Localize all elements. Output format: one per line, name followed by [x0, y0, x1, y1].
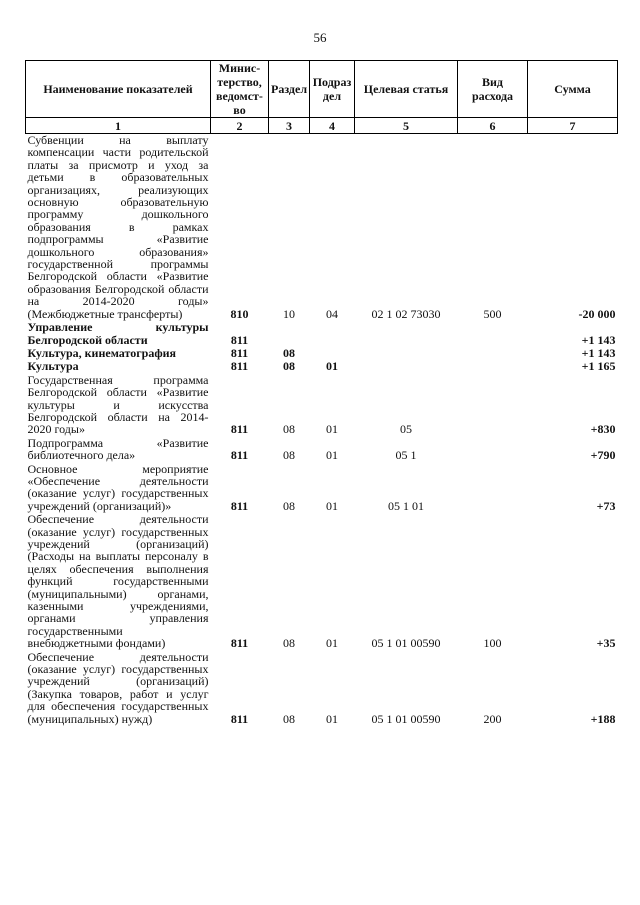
row-target: 05 1 01 00590: [371, 636, 441, 651]
row-amount: +1 165: [581, 359, 616, 374]
row-subsection: 04: [326, 306, 338, 321]
table-row: [26, 651, 618, 726]
row-target: 05 1 01 00590: [371, 711, 441, 726]
row-section: [269, 321, 310, 347]
row-subsection: 01: [326, 359, 338, 374]
row-target: [355, 321, 458, 347]
row-subsection: 01: [326, 711, 338, 726]
row-target: 05 1 01: [388, 498, 424, 513]
row-ministry: 811: [230, 636, 249, 651]
table-row: [26, 321, 618, 347]
header-name: Наименование показателей: [26, 61, 211, 118]
row-expense-type: [458, 360, 528, 373]
row-amount: +1 143: [581, 345, 616, 360]
row-target: 05: [400, 422, 412, 437]
column-number-row: [26, 118, 618, 134]
row-ministry: 810: [230, 306, 249, 321]
row-section: 08: [283, 359, 295, 374]
header-expense-type: Вид расхода: [458, 61, 528, 118]
row-section: 10: [283, 306, 295, 321]
row-amount: +790: [590, 448, 616, 463]
table-row: [26, 463, 618, 514]
table-body: [26, 134, 618, 727]
row-ministry: 811: [230, 448, 249, 463]
table-row: [26, 134, 618, 322]
row-ministry: 811: [230, 345, 249, 360]
row-target: [355, 347, 458, 360]
row-target: [355, 360, 458, 373]
row-amount: +35: [596, 636, 616, 651]
row-amount: +73: [596, 498, 616, 513]
row-name: Основное мероприятие «Обеспечение деятельности (оказание услуг) государственных учреждений (организаций)»: [27, 461, 209, 513]
header-subsection: Подраз дел: [310, 61, 355, 118]
row-section: 08: [283, 422, 295, 437]
row-section: 08: [283, 448, 295, 463]
column-number: 7: [528, 118, 618, 134]
header-amount: Сумма: [528, 61, 618, 118]
row-name: Субвенции на выплату компенсации части родительской платы за присмотр и уход за детьми в образовательных организациях, реализующих основную образовательную программу дошкольного образования в рамках подпрограммы «Развитие дошкольного образования» государственной программы Белгородской области «Развитие образования Белгородской области на 2014-2020 годы» (Межбюджетные трансферты): [27, 133, 209, 321]
row-name: Культура: [27, 359, 79, 374]
row-ministry: 811: [230, 359, 249, 374]
page-number: 56: [313, 30, 327, 45]
row-expense-type: [458, 347, 528, 360]
row-subsection: 01: [326, 448, 338, 463]
header-section: Раздел: [269, 61, 310, 118]
budget-table: [25, 60, 618, 726]
row-expense-type: [458, 321, 528, 347]
row-name: Культура, кинематография: [27, 345, 177, 360]
row-subsection: 01: [326, 422, 338, 437]
header-ministry: Минис-терство, ведомст-во: [211, 61, 269, 118]
row-subsection: 01: [326, 636, 338, 651]
row-expense-type: 500: [483, 306, 502, 321]
row-expense-type: 200: [483, 711, 502, 726]
row-name: Государственная программа Белгородской области «Развитие культуры и искусства Белгородской области на 2014-2020 годы»: [27, 372, 209, 437]
column-number: 5: [355, 118, 458, 134]
row-ministry: 811: [230, 332, 249, 347]
row-name: Обеспечение деятельности (оказание услуг) государственных учреждений (организаций) (Расходы на выплаты персоналу в целях обеспечения выполнения функций государственными (муниципальными) органами, казенными учреждениями, органами управления государственными внебюджетными фондами): [27, 512, 209, 651]
row-section: 08: [283, 498, 295, 513]
column-number: 4: [310, 118, 355, 134]
row-subsection: [310, 321, 355, 347]
row-expense-type: 100: [483, 636, 502, 651]
table-row: [26, 513, 618, 650]
row-amount: +188: [590, 711, 616, 726]
row-section: 08: [283, 711, 295, 726]
row-section: 08: [283, 636, 295, 651]
row-name: Обеспечение деятельности (оказание услуг) государственных учреждений (организаций) (Закупка товаров, работ и услуг для обеспечения государственных (муниципальных) нужд): [27, 649, 209, 726]
row-subsection: [310, 347, 355, 360]
row-name: Управление культуры Белгородской области: [27, 320, 209, 347]
row-amount: +830: [590, 422, 616, 437]
column-number: 6: [458, 118, 528, 134]
row-subsection: 01: [326, 498, 338, 513]
row-amount: +1 143: [581, 332, 616, 347]
column-number: 3: [269, 118, 310, 134]
table-row: [26, 437, 618, 463]
row-ministry: 811: [230, 422, 249, 437]
column-number: 1: [26, 118, 211, 134]
row-amount: -20 000: [578, 306, 616, 321]
row-ministry: 811: [230, 498, 249, 513]
row-name: Подпрограмма «Развитие библиотечного дела»: [27, 435, 209, 463]
row-expense-type: [458, 463, 528, 514]
row-ministry: 811: [230, 711, 249, 726]
row-target: 05 1: [395, 448, 417, 463]
row-expense-type: [458, 374, 528, 437]
header-row: [26, 61, 618, 118]
table-row: [26, 360, 618, 373]
row-target: 02 1 02 73030: [371, 306, 441, 321]
table-row: [26, 347, 618, 360]
header-target: Целевая статья: [355, 61, 458, 118]
column-number: 2: [211, 118, 269, 134]
row-section: 08: [283, 345, 295, 360]
table-row: [26, 374, 618, 437]
row-expense-type: [458, 437, 528, 463]
